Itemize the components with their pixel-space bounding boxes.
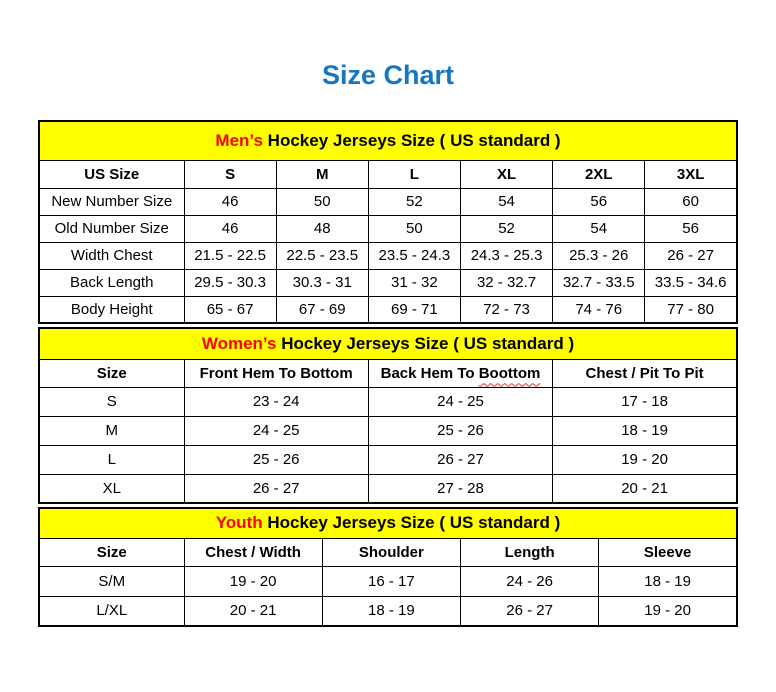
size-cell: 48 [276, 215, 368, 242]
size-cell: 30.3 - 31 [276, 269, 368, 296]
youth-col-length: Length [461, 538, 599, 566]
row-label: New Number Size [39, 188, 184, 215]
size-cell: 25 - 26 [368, 416, 552, 445]
size-cell: 23.5 - 24.3 [368, 242, 460, 269]
size-cell: 60 [645, 188, 737, 215]
youth-table-title [39, 508, 737, 538]
womens-col-size: Size [39, 359, 184, 387]
youth-header-row [39, 538, 737, 566]
size-cell: 25 - 26 [184, 445, 368, 474]
mens-size-table [38, 120, 738, 324]
mens-col-3xl: 3XL [645, 160, 737, 188]
row-label: Width Chest [39, 242, 184, 269]
row-label: Back Length [39, 269, 184, 296]
size-cell: 20 - 21 [184, 596, 322, 626]
row-label: L/XL [39, 596, 184, 626]
size-cell: 69 - 71 [368, 296, 460, 323]
mens-header-row [39, 160, 737, 188]
table-row-back-length [39, 269, 737, 296]
size-cell: 67 - 69 [276, 296, 368, 323]
youth-table-title-row [39, 508, 737, 538]
womens-size-table [38, 327, 738, 504]
size-cell: 50 [276, 188, 368, 215]
row-label: Body Height [39, 296, 184, 323]
mens-col-s: S [184, 160, 276, 188]
size-cell: 19 - 20 [553, 445, 737, 474]
size-cell: 52 [368, 188, 460, 215]
page-title: Size Chart [321, 60, 455, 90]
table-row-new-number-size [39, 188, 737, 215]
womens-title-highlight: Women’s [201, 333, 277, 353]
size-cell: 17 - 18 [553, 387, 737, 416]
row-label: S/M [39, 566, 184, 596]
mens-table-title-row [39, 121, 737, 160]
mens-col-xl: XL [460, 160, 552, 188]
mens-col-2xl: 2XL [553, 160, 645, 188]
womens-table-title-row [39, 328, 737, 359]
youth-col-size: Size [39, 538, 184, 566]
size-cell: 27 - 28 [368, 474, 552, 503]
mens-title-highlight: Men’s [215, 130, 263, 150]
table-row-youth-sm [39, 566, 737, 596]
back-hem-misspelled-word: Boottom [478, 364, 541, 382]
size-cell: 24 - 25 [368, 387, 552, 416]
womens-col-front-hem: Front Hem To Bottom [184, 359, 368, 387]
womens-title-rest: Hockey Jerseys Size ( US standard ) [276, 333, 575, 353]
size-cell: 56 [553, 188, 645, 215]
size-cell: 24 - 25 [184, 416, 368, 445]
mens-col-l: L [368, 160, 460, 188]
size-cell: 54 [460, 188, 552, 215]
row-label: Old Number Size [39, 215, 184, 242]
mens-title-rest: Hockey Jerseys Size ( US standard ) [262, 130, 561, 150]
row-label: M [39, 416, 184, 445]
womens-col-back-hem [368, 359, 552, 387]
size-cell: 56 [645, 215, 737, 242]
womens-header-row [39, 359, 737, 387]
mens-col-us-size: US Size [39, 160, 184, 188]
mens-table-title [39, 121, 737, 160]
size-cell: 24.3 - 25.3 [460, 242, 552, 269]
size-cell: 25.3 - 26 [553, 242, 645, 269]
row-label: S [39, 387, 184, 416]
size-cell: 20 - 21 [553, 474, 737, 503]
youth-col-chest-width: Chest / Width [184, 538, 322, 566]
size-cell: 33.5 - 34.6 [645, 269, 737, 296]
youth-col-shoulder: Shoulder [322, 538, 460, 566]
size-cell: 26 - 27 [184, 474, 368, 503]
size-cell: 26 - 27 [461, 596, 599, 626]
size-cell: 46 [184, 215, 276, 242]
size-cell: 19 - 20 [184, 566, 322, 596]
table-row-women-xl [39, 474, 737, 503]
size-cell: 50 [368, 215, 460, 242]
size-cell: 52 [460, 215, 552, 242]
size-cell: 46 [184, 188, 276, 215]
size-cell: 32 - 32.7 [460, 269, 552, 296]
size-tables-container [38, 120, 738, 627]
table-row-women-l [39, 445, 737, 474]
size-cell: 72 - 73 [460, 296, 552, 323]
size-cell: 32.7 - 33.5 [553, 269, 645, 296]
back-hem-prefix: Back Hem To [380, 364, 479, 382]
table-row-old-number-size [39, 215, 737, 242]
size-cell: 31 - 32 [368, 269, 460, 296]
size-cell: 23 - 24 [184, 387, 368, 416]
size-cell: 21.5 - 22.5 [184, 242, 276, 269]
table-row-youth-lxl [39, 596, 737, 626]
size-cell: 22.5 - 23.5 [276, 242, 368, 269]
size-cell: 77 - 80 [645, 296, 737, 323]
youth-col-sleeve: Sleeve [599, 538, 737, 566]
size-cell: 16 - 17 [322, 566, 460, 596]
size-cell: 19 - 20 [599, 596, 737, 626]
youth-size-table [38, 507, 738, 627]
size-cell: 65 - 67 [184, 296, 276, 323]
size-cell: 26 - 27 [645, 242, 737, 269]
youth-title-rest: Hockey Jerseys Size ( US standard ) [262, 513, 561, 533]
size-cell: 24 - 26 [461, 566, 599, 596]
table-row-body-height [39, 296, 737, 323]
womens-col-chest-pit: Chest / Pit To Pit [553, 359, 737, 387]
table-row-women-s [39, 387, 737, 416]
womens-table-title [39, 328, 737, 359]
size-cell: 54 [553, 215, 645, 242]
size-cell: 18 - 19 [599, 566, 737, 596]
row-label: XL [39, 474, 184, 503]
size-cell: 18 - 19 [322, 596, 460, 626]
size-cell: 29.5 - 30.3 [184, 269, 276, 296]
youth-title-highlight: Youth [215, 513, 263, 533]
mens-col-m: M [276, 160, 368, 188]
row-label: L [39, 445, 184, 474]
size-cell: 18 - 19 [553, 416, 737, 445]
size-cell: 26 - 27 [368, 445, 552, 474]
table-row-width-chest [39, 242, 737, 269]
table-row-women-m [39, 416, 737, 445]
size-cell: 74 - 76 [553, 296, 645, 323]
